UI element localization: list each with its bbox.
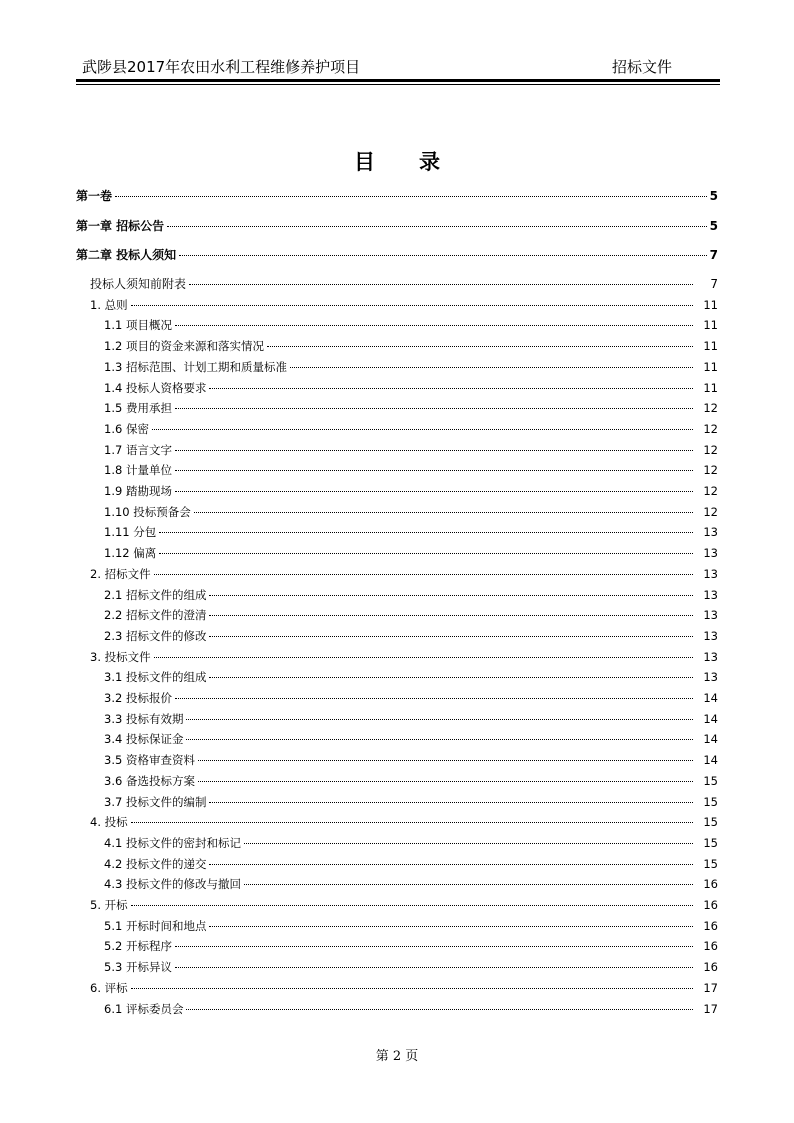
toc-entry[interactable] [76,217,718,235]
toc-entry-label: 5.1 开标时间和地点 [104,918,207,933]
toc-entry-page-number: 17 [703,1001,718,1016]
toc-entry-page-number: 11 [703,380,718,395]
toc-entry-page-number: 16 [703,898,718,912]
toc-entry-page-number: 15 [703,835,718,850]
toc-entry[interactable] [104,937,718,955]
toc-entry[interactable] [104,441,718,459]
toc-entry[interactable] [104,586,718,604]
toc-entry[interactable] [104,772,718,790]
toc-dot-leader [186,1009,693,1010]
toc-entry-page-number: 14 [703,711,718,726]
header-project-title: 武陟县2017年农田水利工程维修养护项目 [82,58,361,76]
toc-entry-page-number: 15 [703,815,718,830]
toc-dot-leader [186,719,693,720]
toc-entry-label: 1.6 保密 [104,421,149,436]
toc-entry-page-number: 15 [703,773,718,788]
header-rule-thick [76,79,720,82]
toc-entry-page-number: 16 [703,877,718,892]
toc-dot-leader [244,843,693,844]
toc-dot-leader [115,196,707,197]
toc-dot-leader [194,512,693,513]
toc-entry-label: 1.3 招标范围、计划工期和质量标准 [104,359,287,374]
toc-entry-page-number: 12 [703,484,718,498]
toc-entry[interactable] [104,875,718,893]
toc-entry-label: 第一卷 [76,189,113,203]
toc-entry[interactable] [76,187,718,205]
toc-entry-page-number: 11 [703,359,718,374]
toc-entry-label: 2.1 招标文件的组成 [104,587,207,602]
page-number-footer: 第 2 页 [375,1049,419,1064]
toc-entry-label: 2. 招标文件 [90,566,151,581]
toc-dot-leader [209,388,693,389]
toc-dot-leader [159,532,693,533]
toc-entry[interactable] [104,751,718,769]
toc-dot-leader [179,255,706,256]
toc-entry-page-number: 14 [703,691,718,705]
header-doc-type: 招标文件 [611,58,672,76]
toc-entry-page-number: 15 [703,794,718,809]
toc-entry-label: 3.6 备选投标方案 [104,773,195,788]
toc-dot-leader [154,657,693,658]
toc-entry-label: 1.10 投标预备会 [104,504,191,519]
toc-dot-leader [131,822,693,823]
toc-dot-leader [175,450,693,451]
toc-entry[interactable] [104,337,718,355]
toc-title: 目录 [354,149,484,174]
toc-entry[interactable] [104,730,718,748]
toc-entry-page-number: 17 [703,980,718,995]
toc-entry[interactable] [104,793,718,811]
toc-entry-page-number: 15 [703,856,718,871]
toc-dot-leader [175,946,693,947]
toc-entry-label: 6. 评标 [90,980,128,995]
header-rule-thin [76,84,720,85]
toc-entry-label: 1.9 踏勘现场 [104,484,172,498]
toc-entry[interactable] [104,358,718,376]
toc-dot-leader [209,864,693,865]
toc-entry-label: 1.5 费用承担 [104,401,172,416]
toc-entry-label: 1.4 投标人资格要求 [104,380,207,395]
toc-dot-leader [209,677,693,678]
toc-entry-label: 3.3 投标有效期 [104,711,184,726]
toc-entry-label: 1.11 分包 [104,525,157,540]
toc-dot-leader [175,325,693,326]
toc-entry[interactable] [104,606,718,624]
toc-entry[interactable] [104,544,718,562]
toc-entry-label: 3.5 资格审查资料 [104,753,195,768]
toc-entry[interactable] [104,420,718,438]
toc-entry-page-number: 13 [703,566,718,581]
toc-dot-leader [175,491,693,492]
toc-entry-page-number: 16 [703,918,718,933]
toc-entry-page-number: 16 [703,939,718,954]
toc-entry-page-number: 11 [703,297,718,312]
toc-entry-label: 4.2 投标文件的递交 [104,856,207,871]
toc-entry-label: 3.4 投标保证金 [104,732,184,747]
toc-entry[interactable] [104,379,718,397]
toc-entry-page-number: 12 [703,442,718,457]
toc-entry[interactable] [90,296,718,314]
toc-entry-label: 4.3 投标文件的修改与撤回 [104,877,241,892]
toc-entry-label: 1. 总则 [90,297,128,312]
toc-entry[interactable] [104,523,718,541]
toc-dot-leader [159,553,693,554]
toc-dot-leader [175,470,693,471]
toc-entry-page-number: 14 [703,732,718,747]
toc-dot-leader [209,926,693,927]
toc-entry-page-number: 13 [703,587,718,602]
toc-entry-page-number: 7 [709,248,718,262]
toc-dot-leader [131,988,693,989]
toc-entry-page-number: 12 [703,463,718,478]
toc-entry-page-number: 13 [703,649,718,664]
toc-entry-page-number: 13 [703,608,718,623]
toc-dot-leader [198,760,693,761]
toc-entry[interactable] [104,958,718,976]
toc-entry[interactable] [104,503,718,521]
toc-dot-leader [267,346,693,347]
toc-dot-leader [175,698,693,699]
toc-entry-label: 2.2 招标文件的澄清 [104,608,207,623]
toc-dot-leader [209,636,693,637]
toc-entry[interactable] [76,246,718,264]
toc-entry-page-number: 11 [703,318,718,333]
toc-entry-label: 1.2 项目的资金来源和落实情况 [104,339,264,354]
toc-entry-page-number: 16 [703,960,718,975]
toc-dot-leader [209,595,693,596]
toc-entry[interactable] [104,917,718,935]
toc-dot-leader [244,884,693,885]
toc-entry-page-number: 12 [703,504,718,519]
toc-entry[interactable] [90,896,718,914]
toc-entry[interactable] [104,689,718,707]
toc-entry-label: 投标人须知前附表 [90,277,187,291]
toc-entry-label: 1.1 项目概况 [104,318,172,333]
toc-entry-page-number: 14 [703,753,718,768]
page-header [76,56,720,78]
toc-entry[interactable] [90,979,718,997]
toc-entry-label: 4. 投标 [90,815,128,830]
toc-entry[interactable] [104,316,718,334]
toc-entry[interactable] [104,627,718,645]
toc-entry-label: 3.7 投标文件的编制 [104,794,207,809]
toc-entry-label: 5.3 开标异议 [104,960,172,975]
toc-entry[interactable] [104,461,718,479]
toc-dot-leader [209,615,693,616]
toc-dot-leader [290,367,693,368]
toc-entry-label: 3.2 投标报价 [104,691,172,705]
toc-entry-label: 6.1 评标委员会 [104,1001,184,1016]
toc-entry-page-number: 13 [703,546,718,561]
toc-dot-leader [152,429,693,430]
toc-entry-label: 2.3 招标文件的修改 [104,628,207,643]
toc-entry[interactable] [104,834,718,852]
toc-entry[interactable] [90,813,718,831]
toc-dot-leader [175,967,693,968]
toc-entry-page-number: 13 [703,628,718,643]
toc-dot-leader [189,284,693,285]
toc-entry[interactable] [104,855,718,873]
toc-entry-label: 4.1 投标文件的密封和标记 [104,835,241,850]
toc-entry[interactable] [104,482,718,500]
toc-entry[interactable] [104,668,718,686]
toc-entry-label: 1.7 语言文字 [104,442,172,457]
toc-dot-leader [198,781,693,782]
toc-dot-leader [209,802,693,803]
toc-entry[interactable] [90,565,718,583]
toc-entry[interactable] [104,710,718,728]
toc-entry-label: 5. 开标 [90,898,128,912]
toc-entry-label: 3.1 投标文件的组成 [104,670,207,685]
toc-entry[interactable] [104,1000,718,1018]
toc-dot-leader [131,905,693,906]
toc-dot-leader [154,574,693,575]
toc-entry-page-number: 5 [709,219,718,233]
toc-entry-page-number: 7 [710,277,718,291]
toc-entry-label: 第二章 投标人须知 [76,248,177,262]
toc-entry[interactable] [90,648,718,666]
toc-entry-page-number: 11 [703,339,718,354]
toc-entry-label: 5.2 开标程序 [104,939,172,954]
toc-entry-page-number: 12 [703,401,718,416]
toc-dot-leader [175,408,693,409]
toc-entry-label: 1.8 计量单位 [104,463,172,478]
toc-dot-leader [131,305,693,306]
toc-entry-page-number: 12 [703,421,718,436]
toc-entry[interactable] [104,399,718,417]
toc-dot-leader [167,226,706,227]
toc-entry-page-number: 5 [709,189,718,203]
toc-entry-label: 1.12 偏离 [104,546,157,561]
toc-entry-page-number: 13 [703,525,718,540]
toc-entry[interactable] [90,275,718,293]
toc-entry-label: 第一章 招标公告 [76,219,165,233]
toc-entry-label: 3. 投标文件 [90,649,151,664]
toc-dot-leader [186,739,693,740]
toc-entry-page-number: 13 [703,670,718,685]
